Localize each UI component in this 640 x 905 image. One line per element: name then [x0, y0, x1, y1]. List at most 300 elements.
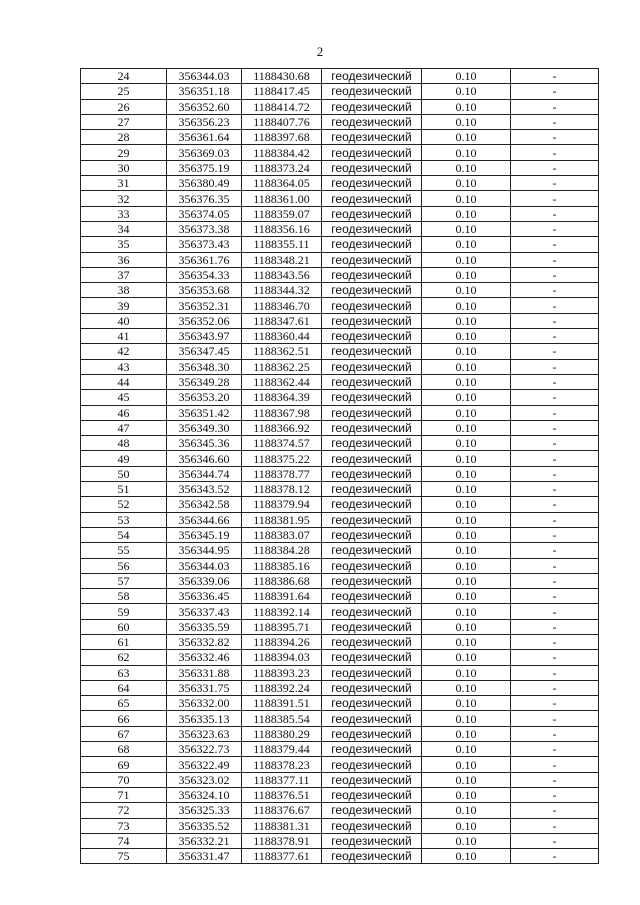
- error-cell: 0.10: [422, 374, 511, 389]
- table-row: [81, 726, 599, 741]
- method-cell: геодезический: [322, 589, 422, 604]
- error-cell: 0.10: [422, 221, 511, 236]
- method-cell: геодезический: [322, 298, 422, 313]
- method-cell: геодезический: [322, 191, 422, 206]
- table-row: [81, 344, 599, 359]
- point-number-cell: 59: [81, 604, 167, 619]
- table-row: [81, 84, 599, 99]
- description-cell: -: [511, 221, 599, 236]
- x-coordinate-cell: 356349.28: [167, 374, 242, 389]
- description-cell: -: [511, 512, 599, 527]
- description-cell: -: [511, 160, 599, 175]
- y-coordinate-cell: 1188384.42: [242, 145, 322, 160]
- description-cell: -: [511, 527, 599, 542]
- method-cell: геодезический: [322, 114, 422, 129]
- x-coordinate-cell: 356347.45: [167, 344, 242, 359]
- y-coordinate-cell: 1188376.67: [242, 803, 322, 818]
- point-number-cell: 75: [81, 849, 167, 864]
- y-coordinate-cell: 1188414.72: [242, 99, 322, 114]
- table-row: [81, 711, 599, 726]
- description-cell: -: [511, 313, 599, 328]
- method-cell: геодезический: [322, 634, 422, 649]
- table-row: [81, 466, 599, 481]
- point-number-cell: 61: [81, 634, 167, 649]
- x-coordinate-cell: 356343.52: [167, 482, 242, 497]
- point-number-cell: 46: [81, 405, 167, 420]
- page-number: 2: [316, 44, 324, 59]
- table-row: [81, 176, 599, 191]
- method-cell: геодезический: [322, 267, 422, 282]
- y-coordinate-cell: 1188394.03: [242, 650, 322, 665]
- table-row: [81, 558, 599, 573]
- error-cell: 0.10: [422, 680, 511, 695]
- y-coordinate-cell: 1188383.07: [242, 527, 322, 542]
- y-coordinate-cell: 1188378.91: [242, 833, 322, 848]
- error-cell: 0.10: [422, 589, 511, 604]
- y-coordinate-cell: 1188360.44: [242, 329, 322, 344]
- table-row: [81, 573, 599, 588]
- table-row: [81, 512, 599, 527]
- description-cell: -: [511, 344, 599, 359]
- method-cell: геодезический: [322, 482, 422, 497]
- y-coordinate-cell: 1188346.70: [242, 298, 322, 313]
- description-cell: -: [511, 191, 599, 206]
- y-coordinate-cell: 1188393.23: [242, 665, 322, 680]
- description-cell: -: [511, 267, 599, 282]
- y-coordinate-cell: 1188394.26: [242, 634, 322, 649]
- y-coordinate-cell: 1188367.98: [242, 405, 322, 420]
- description-cell: -: [511, 298, 599, 313]
- x-coordinate-cell: 356344.03: [167, 69, 242, 84]
- x-coordinate-cell: 356335.52: [167, 818, 242, 833]
- y-coordinate-cell: 1188362.44: [242, 374, 322, 389]
- point-number-cell: 35: [81, 237, 167, 252]
- point-number-cell: 57: [81, 573, 167, 588]
- x-coordinate-cell: 356374.05: [167, 206, 242, 221]
- method-cell: геодезический: [322, 466, 422, 481]
- method-cell: геодезический: [322, 99, 422, 114]
- error-cell: 0.10: [422, 849, 511, 864]
- table-row: [81, 451, 599, 466]
- description-cell: -: [511, 665, 599, 680]
- method-cell: геодезический: [322, 374, 422, 389]
- point-number-cell: 34: [81, 221, 167, 236]
- method-cell: геодезический: [322, 497, 422, 512]
- x-coordinate-cell: 356348.30: [167, 359, 242, 374]
- error-cell: 0.10: [422, 512, 511, 527]
- point-number-cell: 63: [81, 665, 167, 680]
- table-row: [81, 359, 599, 374]
- table-row: [81, 849, 599, 864]
- point-number-cell: 54: [81, 527, 167, 542]
- error-cell: 0.10: [422, 772, 511, 787]
- table-row: [81, 436, 599, 451]
- point-number-cell: 72: [81, 803, 167, 818]
- point-number-cell: 40: [81, 313, 167, 328]
- method-cell: геодезический: [322, 772, 422, 787]
- description-cell: -: [511, 420, 599, 435]
- description-cell: -: [511, 696, 599, 711]
- point-number-cell: 44: [81, 374, 167, 389]
- error-cell: 0.10: [422, 160, 511, 175]
- table-row: [81, 742, 599, 757]
- x-coordinate-cell: 356373.38: [167, 221, 242, 236]
- table-row: [81, 772, 599, 787]
- table-row: [81, 298, 599, 313]
- y-coordinate-cell: 1188378.12: [242, 482, 322, 497]
- y-coordinate-cell: 1188385.16: [242, 558, 322, 573]
- x-coordinate-cell: 356349.30: [167, 420, 242, 435]
- point-number-cell: 69: [81, 757, 167, 772]
- point-number-cell: 41: [81, 329, 167, 344]
- y-coordinate-cell: 1188391.51: [242, 696, 322, 711]
- x-coordinate-cell: 356346.60: [167, 451, 242, 466]
- error-cell: 0.10: [422, 298, 511, 313]
- method-cell: геодезический: [322, 543, 422, 558]
- error-cell: 0.10: [422, 497, 511, 512]
- x-coordinate-cell: 356322.49: [167, 757, 242, 772]
- table-row: [81, 390, 599, 405]
- description-cell: -: [511, 497, 599, 512]
- method-cell: геодезический: [322, 145, 422, 160]
- error-cell: 0.10: [422, 420, 511, 435]
- y-coordinate-cell: 1188374.57: [242, 436, 322, 451]
- method-cell: геодезический: [322, 512, 422, 527]
- method-cell: геодезический: [322, 69, 422, 84]
- description-cell: -: [511, 757, 599, 772]
- y-coordinate-cell: 1188380.29: [242, 726, 322, 741]
- error-cell: 0.10: [422, 145, 511, 160]
- description-cell: -: [511, 558, 599, 573]
- error-cell: 0.10: [422, 818, 511, 833]
- table-row: [81, 497, 599, 512]
- description-cell: -: [511, 466, 599, 481]
- table-row: [81, 787, 599, 802]
- table-row: [81, 405, 599, 420]
- x-coordinate-cell: 356332.00: [167, 696, 242, 711]
- table-row: [81, 589, 599, 604]
- x-coordinate-cell: 356375.19: [167, 160, 242, 175]
- y-coordinate-cell: 1188392.14: [242, 604, 322, 619]
- error-cell: 0.10: [422, 482, 511, 497]
- table-row: [81, 818, 599, 833]
- point-number-cell: 45: [81, 390, 167, 405]
- description-cell: -: [511, 374, 599, 389]
- method-cell: геодезический: [322, 390, 422, 405]
- table-row: [81, 634, 599, 649]
- error-cell: 0.10: [422, 833, 511, 848]
- error-cell: 0.10: [422, 558, 511, 573]
- table-row: [81, 267, 599, 282]
- error-cell: 0.10: [422, 252, 511, 267]
- y-coordinate-cell: 1188378.23: [242, 757, 322, 772]
- method-cell: геодезический: [322, 619, 422, 634]
- table-row: [81, 329, 599, 344]
- description-cell: -: [511, 69, 599, 84]
- y-coordinate-cell: 1188377.61: [242, 849, 322, 864]
- method-cell: геодезический: [322, 160, 422, 175]
- point-number-cell: 37: [81, 267, 167, 282]
- y-coordinate-cell: 1188373.24: [242, 160, 322, 175]
- description-cell: -: [511, 742, 599, 757]
- table-row: [81, 374, 599, 389]
- method-cell: геодезический: [322, 221, 422, 236]
- point-number-cell: 26: [81, 99, 167, 114]
- x-coordinate-cell: 356353.20: [167, 390, 242, 405]
- description-cell: -: [511, 283, 599, 298]
- description-cell: -: [511, 405, 599, 420]
- table-row: [81, 420, 599, 435]
- table-row: [81, 619, 599, 634]
- error-cell: 0.10: [422, 726, 511, 741]
- error-cell: 0.10: [422, 803, 511, 818]
- point-number-cell: 67: [81, 726, 167, 741]
- error-cell: 0.10: [422, 619, 511, 634]
- description-cell: -: [511, 849, 599, 864]
- x-coordinate-cell: 356336.45: [167, 589, 242, 604]
- x-coordinate-cell: 356332.82: [167, 634, 242, 649]
- table-row: [81, 696, 599, 711]
- error-cell: 0.10: [422, 711, 511, 726]
- table-row: [81, 527, 599, 542]
- method-cell: геодезический: [322, 130, 422, 145]
- y-coordinate-cell: 1188378.77: [242, 466, 322, 481]
- description-cell: -: [511, 787, 599, 802]
- x-coordinate-cell: 356345.36: [167, 436, 242, 451]
- y-coordinate-cell: 1188355.11: [242, 237, 322, 252]
- y-coordinate-cell: 1188362.25: [242, 359, 322, 374]
- point-number-cell: 58: [81, 589, 167, 604]
- point-number-cell: 24: [81, 69, 167, 84]
- table-row: [81, 160, 599, 175]
- y-coordinate-cell: 1188395.71: [242, 619, 322, 634]
- point-number-cell: 28: [81, 130, 167, 145]
- x-coordinate-cell: 356351.18: [167, 84, 242, 99]
- description-cell: -: [511, 573, 599, 588]
- x-coordinate-cell: 356345.19: [167, 527, 242, 542]
- y-coordinate-cell: 1188397.68: [242, 130, 322, 145]
- table-row: [81, 99, 599, 114]
- description-cell: -: [511, 589, 599, 604]
- method-cell: геодезический: [322, 833, 422, 848]
- description-cell: -: [511, 436, 599, 451]
- y-coordinate-cell: 1188359.07: [242, 206, 322, 221]
- table-row: [81, 543, 599, 558]
- y-coordinate-cell: 1188385.54: [242, 711, 322, 726]
- description-cell: -: [511, 359, 599, 374]
- description-cell: -: [511, 619, 599, 634]
- x-coordinate-cell: 356361.64: [167, 130, 242, 145]
- x-coordinate-cell: 356324.10: [167, 787, 242, 802]
- x-coordinate-cell: 356343.97: [167, 329, 242, 344]
- x-coordinate-cell: 356331.75: [167, 680, 242, 695]
- point-number-cell: 49: [81, 451, 167, 466]
- point-number-cell: 55: [81, 543, 167, 558]
- method-cell: геодезический: [322, 849, 422, 864]
- point-number-cell: 33: [81, 206, 167, 221]
- method-cell: геодезический: [322, 252, 422, 267]
- method-cell: геодезический: [322, 803, 422, 818]
- x-coordinate-cell: 356361.76: [167, 252, 242, 267]
- x-coordinate-cell: 356332.46: [167, 650, 242, 665]
- method-cell: геодезический: [322, 726, 422, 741]
- error-cell: 0.10: [422, 757, 511, 772]
- y-coordinate-cell: 1188348.21: [242, 252, 322, 267]
- method-cell: геодезический: [322, 206, 422, 221]
- x-coordinate-cell: 356335.59: [167, 619, 242, 634]
- description-cell: -: [511, 451, 599, 466]
- method-cell: геодезический: [322, 696, 422, 711]
- method-cell: геодезический: [322, 451, 422, 466]
- point-number-cell: 74: [81, 833, 167, 848]
- description-cell: -: [511, 390, 599, 405]
- error-cell: 0.10: [422, 466, 511, 481]
- point-number-cell: 51: [81, 482, 167, 497]
- method-cell: геодезический: [322, 237, 422, 252]
- description-cell: -: [511, 206, 599, 221]
- y-coordinate-cell: 1188356.16: [242, 221, 322, 236]
- x-coordinate-cell: 356369.03: [167, 145, 242, 160]
- y-coordinate-cell: 1188366.92: [242, 420, 322, 435]
- method-cell: геодезический: [322, 344, 422, 359]
- x-coordinate-cell: 356353.68: [167, 283, 242, 298]
- x-coordinate-cell: 356344.03: [167, 558, 242, 573]
- error-cell: 0.10: [422, 405, 511, 420]
- description-cell: -: [511, 711, 599, 726]
- y-coordinate-cell: 1188376.51: [242, 787, 322, 802]
- x-coordinate-cell: 356331.47: [167, 849, 242, 864]
- method-cell: геодезический: [322, 176, 422, 191]
- table-row: [81, 604, 599, 619]
- y-coordinate-cell: 1188361.00: [242, 191, 322, 206]
- error-cell: 0.10: [422, 99, 511, 114]
- method-cell: геодезический: [322, 665, 422, 680]
- point-number-cell: 52: [81, 497, 167, 512]
- error-cell: 0.10: [422, 665, 511, 680]
- y-coordinate-cell: 1188430.68: [242, 69, 322, 84]
- table-row: [81, 191, 599, 206]
- point-number-cell: 38: [81, 283, 167, 298]
- error-cell: 0.10: [422, 69, 511, 84]
- description-cell: -: [511, 803, 599, 818]
- x-coordinate-cell: 356352.06: [167, 313, 242, 328]
- method-cell: геодезический: [322, 680, 422, 695]
- error-cell: 0.10: [422, 130, 511, 145]
- y-coordinate-cell: 1188364.05: [242, 176, 322, 191]
- method-cell: геодезический: [322, 359, 422, 374]
- point-number-cell: 29: [81, 145, 167, 160]
- description-cell: -: [511, 252, 599, 267]
- x-coordinate-cell: 356339.06: [167, 573, 242, 588]
- point-number-cell: 42: [81, 344, 167, 359]
- description-cell: -: [511, 818, 599, 833]
- table-row: [81, 114, 599, 129]
- y-coordinate-cell: 1188391.64: [242, 589, 322, 604]
- x-coordinate-cell: 356323.02: [167, 772, 242, 787]
- description-cell: -: [511, 833, 599, 848]
- x-coordinate-cell: 356351.42: [167, 405, 242, 420]
- table-row: [81, 482, 599, 497]
- y-coordinate-cell: 1188386.68: [242, 573, 322, 588]
- error-cell: 0.10: [422, 543, 511, 558]
- x-coordinate-cell: 356356.23: [167, 114, 242, 129]
- x-coordinate-cell: 356376.35: [167, 191, 242, 206]
- point-number-cell: 27: [81, 114, 167, 129]
- method-cell: геодезический: [322, 558, 422, 573]
- error-cell: 0.10: [422, 176, 511, 191]
- method-cell: геодезический: [322, 420, 422, 435]
- error-cell: 0.10: [422, 237, 511, 252]
- y-coordinate-cell: 1188379.94: [242, 497, 322, 512]
- description-cell: -: [511, 84, 599, 99]
- description-cell: -: [511, 482, 599, 497]
- y-coordinate-cell: 1188407.76: [242, 114, 322, 129]
- error-cell: 0.10: [422, 84, 511, 99]
- point-number-cell: 70: [81, 772, 167, 787]
- x-coordinate-cell: 356337.43: [167, 604, 242, 619]
- point-number-cell: 43: [81, 359, 167, 374]
- x-coordinate-cell: 356344.74: [167, 466, 242, 481]
- coordinates-table: [80, 68, 599, 864]
- error-cell: 0.10: [422, 650, 511, 665]
- error-cell: 0.10: [422, 742, 511, 757]
- description-cell: -: [511, 634, 599, 649]
- description-cell: -: [511, 237, 599, 252]
- error-cell: 0.10: [422, 206, 511, 221]
- description-cell: -: [511, 130, 599, 145]
- error-cell: 0.10: [422, 573, 511, 588]
- table-row: [81, 650, 599, 665]
- error-cell: 0.10: [422, 527, 511, 542]
- x-coordinate-cell: 356342.58: [167, 497, 242, 512]
- x-coordinate-cell: 356335.13: [167, 711, 242, 726]
- description-cell: -: [511, 329, 599, 344]
- y-coordinate-cell: 1188362.51: [242, 344, 322, 359]
- y-coordinate-cell: 1188379.44: [242, 742, 322, 757]
- error-cell: 0.10: [422, 344, 511, 359]
- point-number-cell: 47: [81, 420, 167, 435]
- method-cell: геодезический: [322, 711, 422, 726]
- point-number-cell: 30: [81, 160, 167, 175]
- error-cell: 0.10: [422, 313, 511, 328]
- x-coordinate-cell: 356332.21: [167, 833, 242, 848]
- point-number-cell: 25: [81, 84, 167, 99]
- y-coordinate-cell: 1188375.22: [242, 451, 322, 466]
- point-number-cell: 62: [81, 650, 167, 665]
- y-coordinate-cell: 1188384.28: [242, 543, 322, 558]
- point-number-cell: 64: [81, 680, 167, 695]
- description-cell: -: [511, 543, 599, 558]
- y-coordinate-cell: 1188344.32: [242, 283, 322, 298]
- description-cell: -: [511, 604, 599, 619]
- point-number-cell: 66: [81, 711, 167, 726]
- x-coordinate-cell: 356373.43: [167, 237, 242, 252]
- error-cell: 0.10: [422, 267, 511, 282]
- error-cell: 0.10: [422, 696, 511, 711]
- method-cell: геодезический: [322, 283, 422, 298]
- method-cell: геодезический: [322, 604, 422, 619]
- point-number-cell: 65: [81, 696, 167, 711]
- x-coordinate-cell: 356323.63: [167, 726, 242, 741]
- method-cell: геодезический: [322, 742, 422, 757]
- description-cell: -: [511, 772, 599, 787]
- x-coordinate-cell: 356380.49: [167, 176, 242, 191]
- error-cell: 0.10: [422, 191, 511, 206]
- method-cell: геодезический: [322, 405, 422, 420]
- point-number-cell: 32: [81, 191, 167, 206]
- method-cell: геодезический: [322, 787, 422, 802]
- error-cell: 0.10: [422, 114, 511, 129]
